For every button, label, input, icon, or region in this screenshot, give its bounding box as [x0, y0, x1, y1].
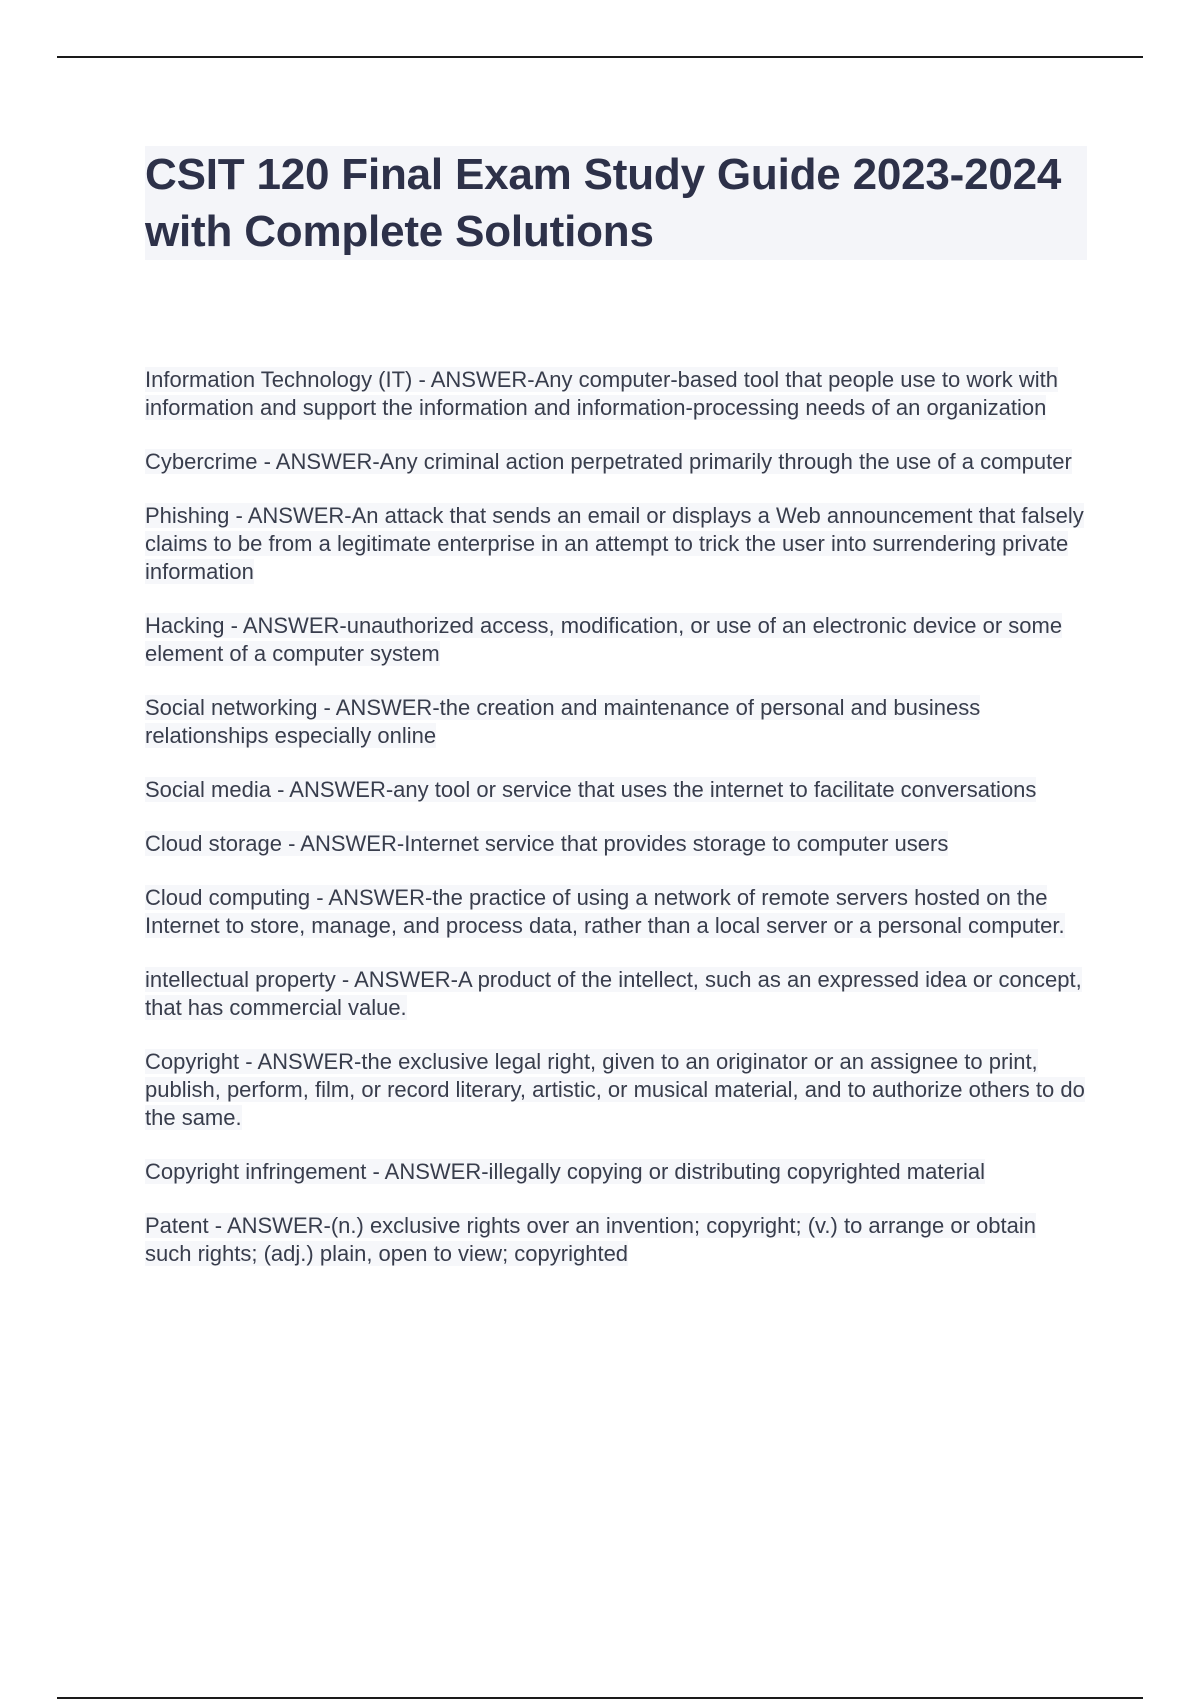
qa-entry — [145, 694, 1085, 750]
qa-entry-text: intellectual property - ANSWER-A product of the intellect, such as an expressed idea or concept, that has commercial value. — [145, 967, 1082, 1020]
qa-entry-text: Phishing - ANSWER-An attack that sends an email or displays a Web announcement that falsely claims to be from a legitimate enterprise in an attempt to trick the user into surrendering private information — [145, 503, 1084, 584]
qa-entry-text: Copyright infringement - ANSWER-illegally copying or distributing copyrighted material — [145, 1159, 986, 1184]
qa-entry — [145, 1158, 1085, 1186]
qa-entry-text: Social media - ANSWER-any tool or service that uses the internet to facilitate conversations — [145, 777, 1037, 802]
qa-entry — [145, 1212, 1085, 1268]
qa-entry — [145, 1048, 1085, 1132]
qa-entry — [145, 502, 1085, 586]
qa-entry — [145, 966, 1085, 1022]
qa-entry — [145, 448, 1085, 476]
qa-entry-text: Cybercrime - ANSWER-Any criminal action perpetrated primarily through the use of a computer — [145, 449, 1072, 474]
qa-entry-text: Information Technology (IT) - ANSWER-Any computer-based tool that people use to work with information and support the information and information-processing needs of an organization — [145, 367, 1059, 420]
qa-entry — [145, 366, 1085, 422]
qa-entry — [145, 830, 1085, 858]
qa-entry-text: Cloud storage - ANSWER-Internet service that provides storage to computer users — [145, 831, 949, 856]
header-rule — [57, 56, 1143, 58]
qa-entry-text: Patent - ANSWER-(n.) exclusive rights over an invention; copyright; (v.) to arrange or obtain such rights; (adj.) plain, open to view; copyrighted — [145, 1213, 1036, 1266]
qa-entry-text: Copyright - ANSWER-the exclusive legal right, given to an originator or an assignee to print, publish, perform, film, or record literary, artistic, or musical material, and to authorize others to do the same. — [145, 1049, 1085, 1130]
title-block — [145, 146, 1087, 260]
qa-entry — [145, 612, 1085, 668]
qa-entry-text: Hacking - ANSWER-unauthorized access, modification, or use of an electronic device or some element of a computer system — [145, 613, 1063, 666]
qa-list — [145, 366, 1085, 1294]
footer-rule — [57, 1697, 1143, 1699]
qa-entry-text: Cloud computing - ANSWER-the practice of using a network of remote servers hosted on the Internet to store, manage, and process data, rather than a local server or a personal computer. — [145, 885, 1065, 938]
qa-entry — [145, 884, 1085, 940]
document-title: CSIT 120 Final Exam Study Guide 2023-2024 with Complete Solutions — [145, 150, 1062, 256]
qa-entry — [145, 776, 1085, 804]
qa-entry-text: Social networking - ANSWER-the creation and maintenance of personal and business relationships especially online — [145, 695, 981, 748]
